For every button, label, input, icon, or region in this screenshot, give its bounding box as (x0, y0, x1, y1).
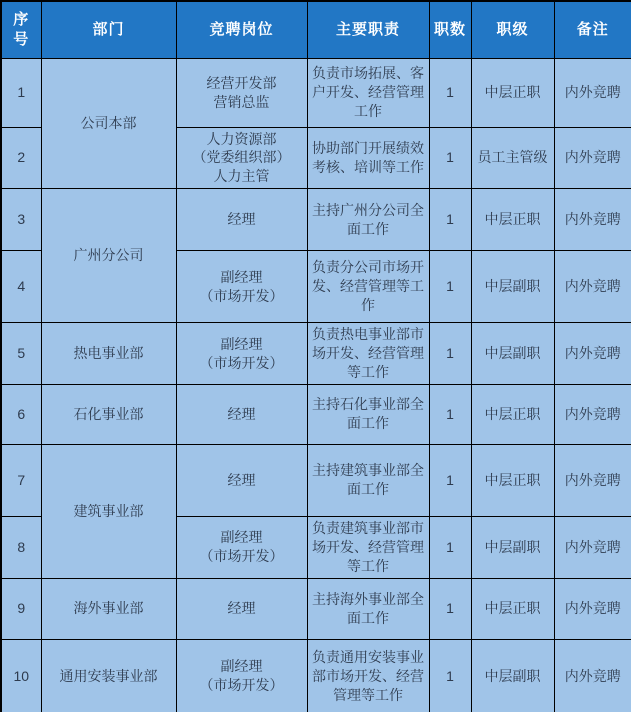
cell-duty: 协助部门开展绩效考核、培训等工作 (307, 127, 429, 189)
column-header-position: 竞聘岗位 (176, 1, 307, 58)
cell-seq: 1 (1, 58, 41, 127)
cell-position: 经理 (176, 384, 307, 444)
cell-count: 1 (429, 516, 471, 578)
cell-department: 热电事业部 (41, 323, 176, 385)
cell-position: 副经理 （市场开发） (176, 516, 307, 578)
cell-seq: 3 (1, 189, 41, 251)
cell-note: 内外竞聘 (554, 323, 631, 385)
cell-position: 经理 (176, 444, 307, 516)
cell-count: 1 (429, 444, 471, 516)
cell-rank: 中层正职 (471, 58, 554, 127)
cell-rank: 中层正职 (471, 578, 554, 639)
cell-position: 副经理 （市场开发） (176, 251, 307, 323)
table-row (1, 189, 631, 251)
cell-duty: 主持建筑事业部全面工作 (307, 444, 429, 516)
cell-note: 内外竞聘 (554, 516, 631, 578)
cell-duty: 主持广州分公司全面工作 (307, 189, 429, 251)
cell-rank: 中层正职 (471, 384, 554, 444)
cell-count: 1 (429, 323, 471, 385)
cell-duty: 负责建筑事业部市场开发、经营管理等工作 (307, 516, 429, 578)
cell-rank: 员工主管级 (471, 127, 554, 189)
cell-position: 副经理 （市场开发） (176, 323, 307, 385)
cell-seq: 2 (1, 127, 41, 189)
cell-count: 1 (429, 127, 471, 189)
cell-rank: 中层副职 (471, 323, 554, 385)
cell-note: 内外竞聘 (554, 639, 631, 712)
table-row (1, 58, 631, 127)
cell-count: 1 (429, 189, 471, 251)
cell-count: 1 (429, 251, 471, 323)
cell-rank: 中层正职 (471, 189, 554, 251)
cell-note: 内外竞聘 (554, 384, 631, 444)
cell-seq: 5 (1, 323, 41, 385)
column-header-seq: 序号 (1, 1, 41, 58)
cell-duty: 负责热电事业部市场开发、经营管理等工作 (307, 323, 429, 385)
cell-department: 广州分公司 (41, 189, 176, 323)
column-header-rank: 职级 (471, 1, 554, 58)
table-row (1, 384, 631, 444)
cell-note: 内外竞聘 (554, 189, 631, 251)
cell-department: 海外事业部 (41, 578, 176, 639)
cell-count: 1 (429, 639, 471, 712)
cell-rank: 中层副职 (471, 639, 554, 712)
header-row (1, 1, 631, 58)
cell-seq: 6 (1, 384, 41, 444)
table-row (1, 323, 631, 385)
column-header-count: 职数 (429, 1, 471, 58)
cell-position: 副经理 （市场开发） (176, 639, 307, 712)
cell-position: 人力资源部 （党委组织部） 人力主管 (176, 127, 307, 189)
cell-duty: 负责分公司市场开发、经营管理等工作 (307, 251, 429, 323)
cell-rank: 中层副职 (471, 516, 554, 578)
cell-count: 1 (429, 384, 471, 444)
cell-duty: 负责通用安装事业部市场开发、经营管理等工作 (307, 639, 429, 712)
column-header-note: 备注 (554, 1, 631, 58)
column-header-duty: 主要职责 (307, 1, 429, 58)
cell-department: 建筑事业部 (41, 444, 176, 578)
cell-department: 通用安装事业部 (41, 639, 176, 712)
cell-note: 内外竞聘 (554, 251, 631, 323)
cell-seq: 7 (1, 444, 41, 516)
cell-position: 经理 (176, 189, 307, 251)
cell-department: 公司本部 (41, 58, 176, 189)
cell-note: 内外竞聘 (554, 444, 631, 516)
cell-position: 经理 (176, 578, 307, 639)
table-row (1, 578, 631, 639)
cell-note: 内外竞聘 (554, 127, 631, 189)
cell-position: 经营开发部 营销总监 (176, 58, 307, 127)
column-header-department: 部门 (41, 1, 176, 58)
cell-seq: 8 (1, 516, 41, 578)
cell-department: 石化事业部 (41, 384, 176, 444)
cell-rank: 中层副职 (471, 251, 554, 323)
cell-duty: 主持海外事业部全面工作 (307, 578, 429, 639)
cell-note: 内外竞聘 (554, 58, 631, 127)
cell-rank: 中层正职 (471, 444, 554, 516)
cell-seq: 10 (1, 639, 41, 712)
cell-duty: 负责市场拓展、客户开发、经营管理工作 (307, 58, 429, 127)
cell-seq: 9 (1, 578, 41, 639)
cell-note: 内外竞聘 (554, 578, 631, 639)
table-row (1, 639, 631, 712)
table-row (1, 444, 631, 516)
cell-count: 1 (429, 58, 471, 127)
cell-count: 1 (429, 578, 471, 639)
cell-seq: 4 (1, 251, 41, 323)
cell-duty: 主持石化事业部全面工作 (307, 384, 429, 444)
